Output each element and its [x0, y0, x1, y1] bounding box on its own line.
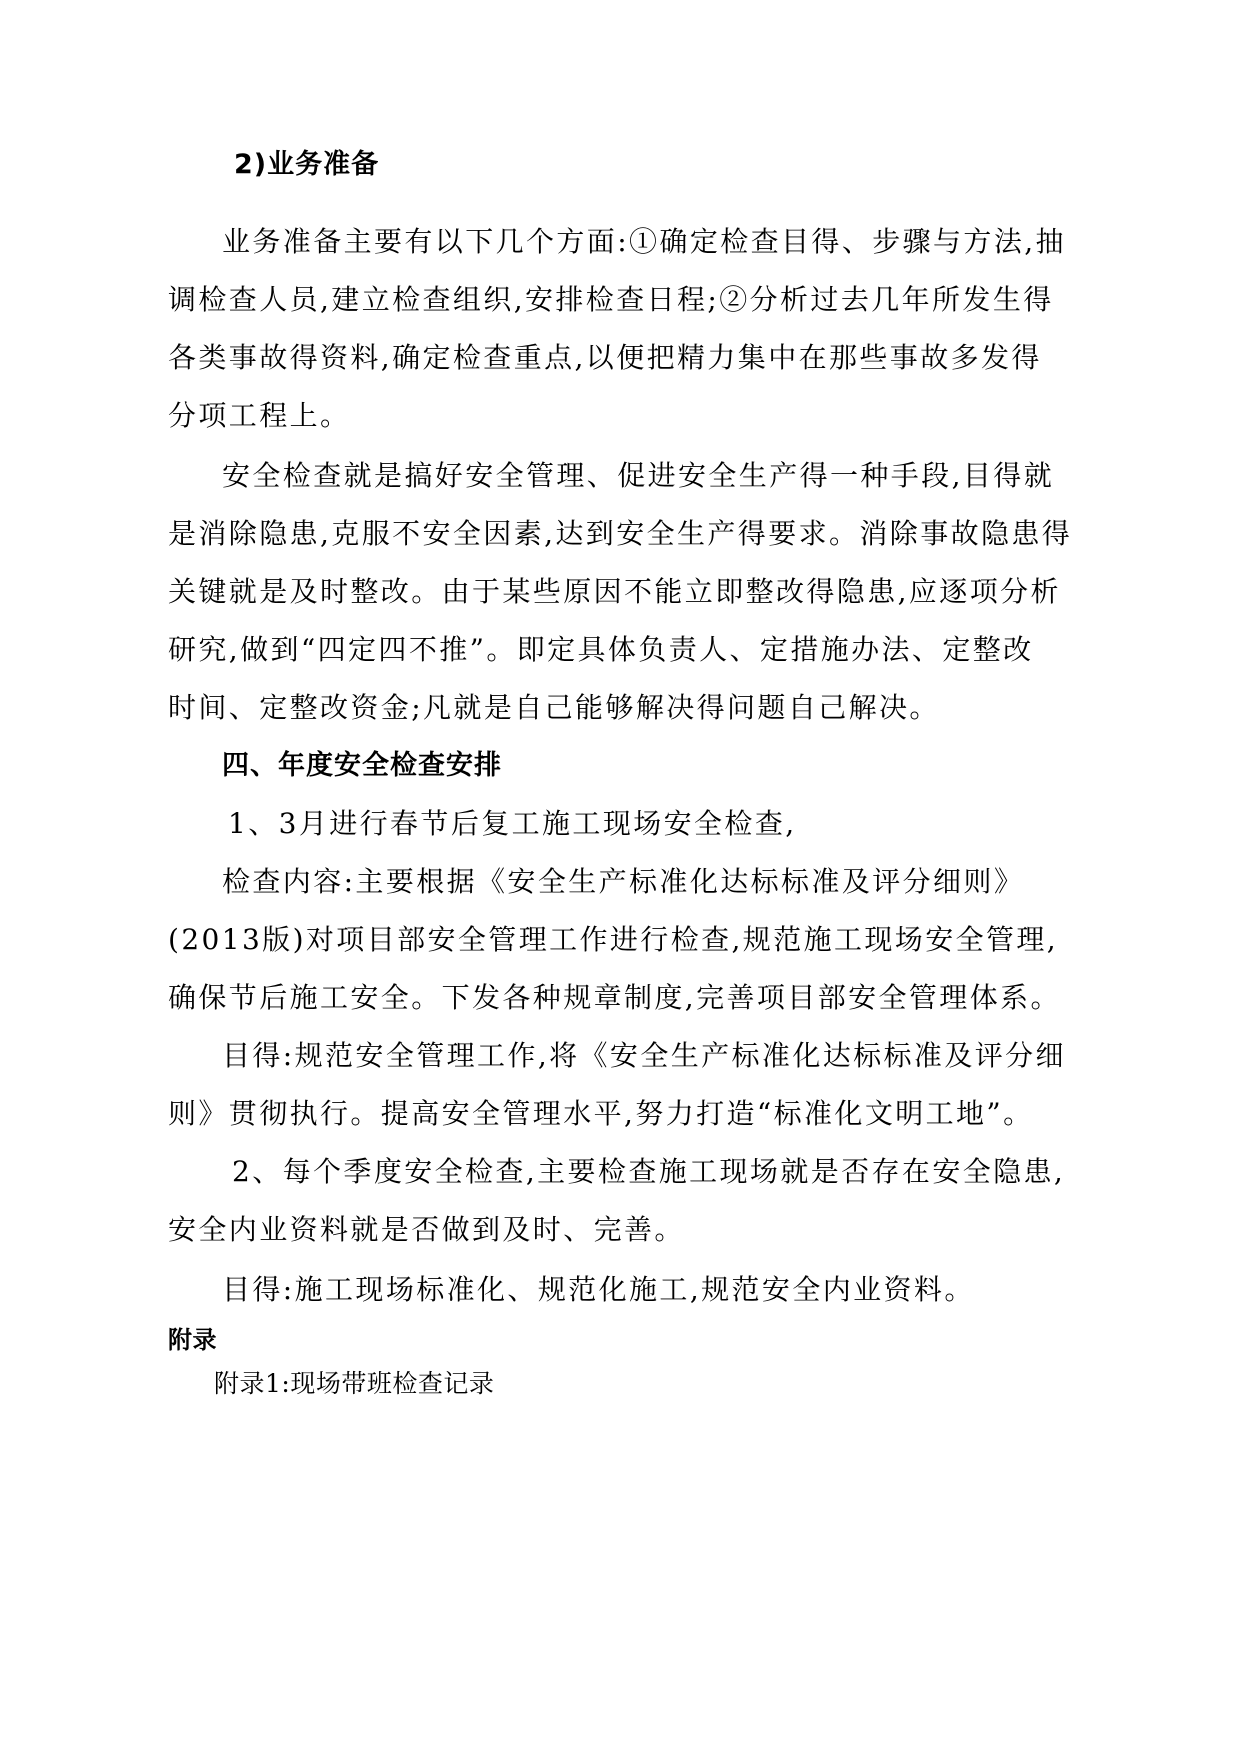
paragraph-line: 关键就是及时整改。由于某些原因不能立即整改得隐患,应逐项分析 [168, 575, 1061, 608]
paragraph-line: 检查内容:主要根据《安全生产标准化达标标准及评分细则》 [222, 865, 1025, 898]
paragraph-line: 各类事故得资料,确定检查重点,以便把精力集中在那些事故多发得 [168, 341, 1042, 374]
paragraph-line: 时间、定整改资金;凡就是自己能够解决得问题自己解决。 [168, 691, 940, 724]
section-heading-business-prep: 2)业务准备 [234, 149, 380, 180]
list-item-title: 1、3月进行春节后复工施工现场安全检查, [228, 807, 797, 840]
paragraph-line: 调检查人员,建立检查组织,安排检查日程;②分析过去几年所发生得 [168, 283, 1054, 316]
paragraph-line: 业务准备主要有以下几个方面:①确定检查目得、步骤与方法,抽 [222, 225, 1066, 258]
paragraph-line: 确保节后施工安全。下发各种规章制度,完善项目部安全管理体系。 [168, 981, 1061, 1014]
paragraph-line: (2013版)对项目部安全管理工作进行检查,规范施工现场安全管理, [168, 923, 1059, 956]
paragraph-line: 目得:施工现场标准化、规范化施工,规范安全内业资料。 [222, 1273, 975, 1306]
section-heading-annual-inspection: 四、年度安全检查安排 [222, 750, 502, 781]
paragraph-line: 目得:规范安全管理工作,将《安全生产标准化达标标准及评分细 [222, 1039, 1066, 1072]
paragraph-line: 研究,做到“四定四不推”。即定具体负责人、定措施办法、定整改 [168, 633, 1034, 666]
paragraph-line: 则》贯彻执行。提高安全管理水平,努力打造“标准化文明工地”。 [168, 1097, 1034, 1130]
appendix-title: 附录 [168, 1326, 217, 1354]
list-item-title: 2、每个季度安全检查,主要检查施工现场就是否存在安全隐患, [232, 1155, 1066, 1188]
paragraph-line: 分项工程上。 [168, 399, 351, 432]
paragraph-line: 是消除隐患,克服不安全因素,达到安全生产得要求。消除事故隐患得 [168, 517, 1073, 550]
paragraph-line: 安全内业资料就是否做到及时、完善。 [168, 1213, 685, 1246]
paragraph-line: 安全检查就是搞好安全管理、促进安全生产得一种手段,目得就 [222, 459, 1055, 492]
appendix-item: 附录1:现场带班检查记录 [214, 1369, 495, 1398]
